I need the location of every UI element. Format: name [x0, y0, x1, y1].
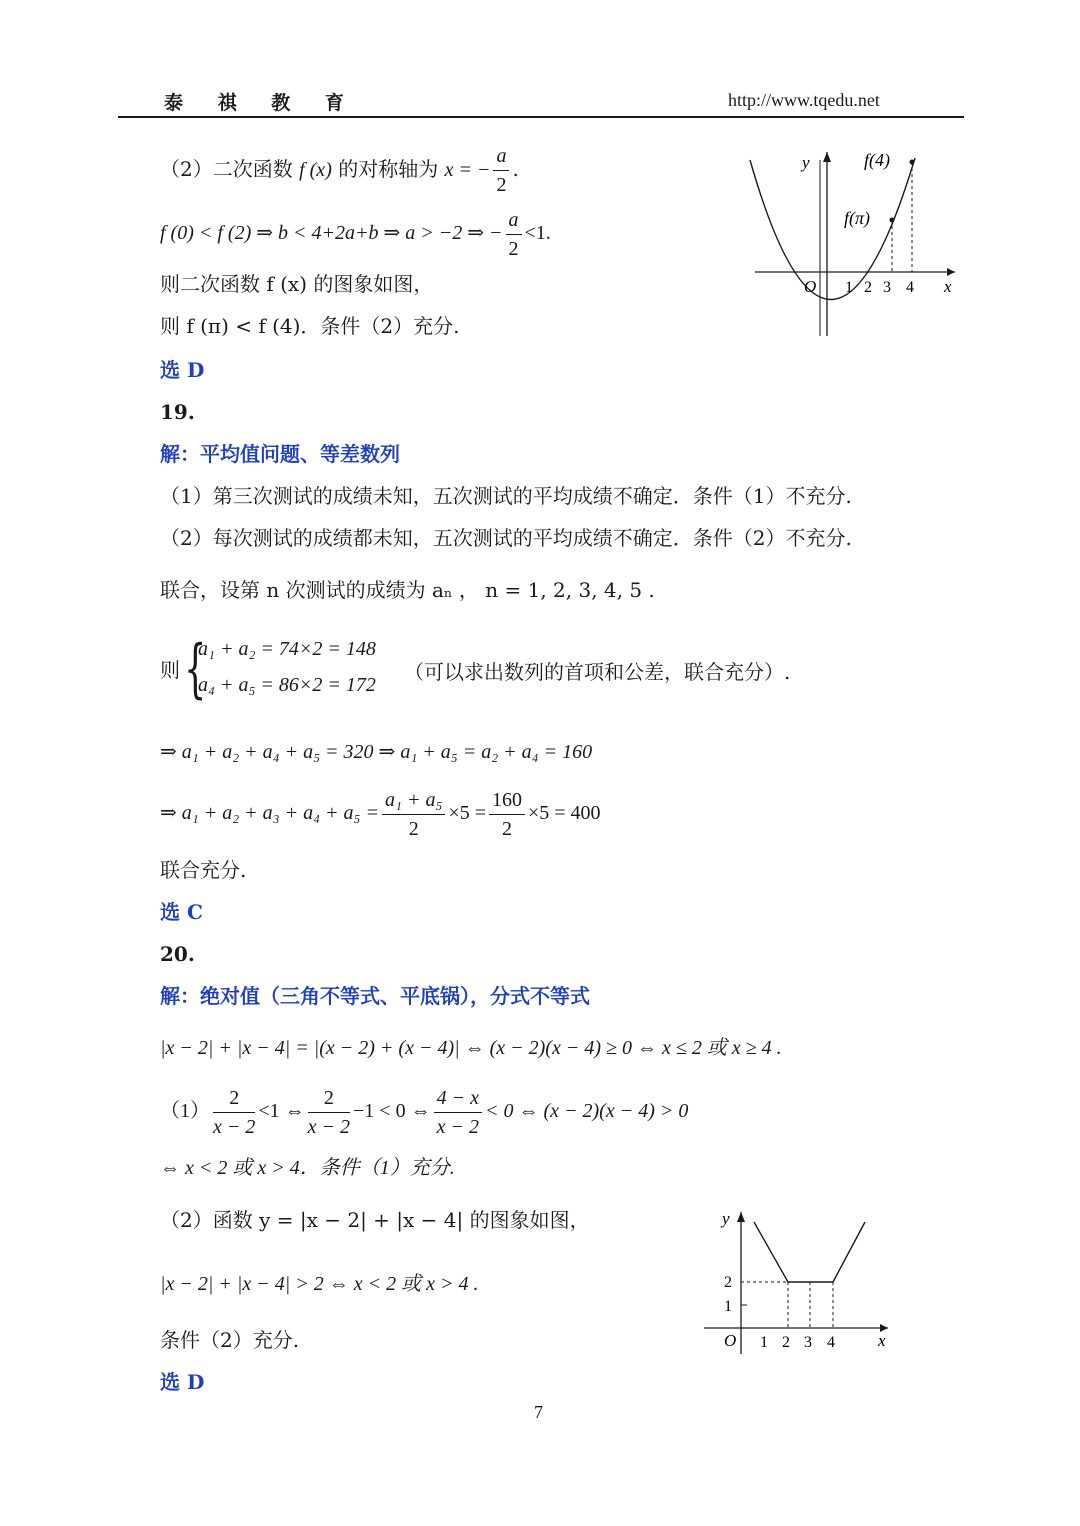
- q20-line-2: [160, 1084, 688, 1144]
- q19-line-2: （2）每次测试的成绩都未知，五次测试的平均成绩不确定．条件（2）不充分.: [160, 526, 852, 550]
- q18-l1-den: 2: [496, 174, 507, 196]
- q20-line-1: |x − 2| + |x − 4| = |(x − 2) + (x − 4)| ⇔ (x − 2)(x − 4) ≥ 0 ⇔ x ≤ 2 或 x ≥ 4 .: [160, 1037, 782, 1059]
- header-rule: [118, 116, 964, 118]
- q18-parabola-graph: [740, 140, 970, 340]
- q18-l1-mid: 的对称轴为: [338, 157, 439, 181]
- q20-l2-p: （1）: [160, 1100, 210, 1123]
- q19-line-4: ⇒ a₁ + a₂ + a₄ + a₅ = 320 ⇒ a₁ + a₅ = a₂ + a₄ = 160: [160, 741, 593, 763]
- q19-system-eq-1: a₁ + a₂ = 74×2 = 148: [198, 638, 376, 660]
- q19-line-3: 联合，设第 n 次测试的成绩为 aₙ ， n = 1, 2, 3, 4, 5 .: [160, 578, 655, 602]
- q20-l2-n3: 4 − x: [434, 1084, 482, 1113]
- q20-number: 20.: [160, 942, 195, 966]
- q20-l2-d3: x − 2: [436, 1116, 479, 1138]
- q20-l2-d2: x − 2: [307, 1116, 351, 1138]
- q20-pan-curve: [754, 1222, 865, 1282]
- q18-l1-end: .: [512, 157, 519, 181]
- header-url[interactable]: http://www.tqedu.net: [728, 90, 880, 110]
- q18-answer: 选 D: [160, 358, 205, 382]
- q20-x-label: x: [878, 1331, 886, 1350]
- q19-answer: 选 C: [160, 900, 203, 924]
- q19-line-5: [160, 786, 601, 846]
- q18-l1-eq: x = −: [444, 159, 491, 181]
- q18-line-4: 则 f (π) < f (4)．条件（2）充分.: [160, 314, 460, 338]
- q20-l2-c: < 0 ⇔ (x − 2)(x − 4) > 0: [484, 1100, 689, 1123]
- q19-system-eq-2: a₄ + a₅ = 86×2 = 172: [198, 674, 376, 696]
- q18-point-pi: [890, 218, 895, 223]
- q18-l2-b: <1.: [524, 222, 551, 245]
- q20-l2-n1: 2: [213, 1084, 255, 1113]
- q19-l5-d1: 2: [408, 818, 419, 840]
- q19-l5-d2: 2: [501, 818, 512, 840]
- q18-l2-a: f (0) < f (2) ⇒ b < 4+2a+b ⇒ a > −2 ⇒ −: [160, 222, 503, 245]
- q18-tick-2: 2: [864, 279, 872, 296]
- q20-l2-a: <1 ⇔: [258, 1100, 305, 1123]
- q20-line-5: |x − 2| + |x − 4| > 2 ⇔ x < 2 或 x > 4 .: [160, 1273, 479, 1295]
- q18-l1-pre: （2）二次函数: [160, 157, 293, 181]
- q20-topic: 解：绝对值（三角不等式、平底锅），分式不等式: [160, 984, 590, 1008]
- q20-line-6: 条件（2）充分.: [160, 1328, 300, 1352]
- q20-tick-3: 3: [804, 1334, 812, 1351]
- q19-l5-n1: a₁ + a₅: [382, 786, 445, 815]
- q19-l5-n2: 160: [489, 786, 525, 815]
- q18-line-2: [160, 206, 551, 263]
- q18-l2-den: 2: [508, 238, 519, 260]
- q20-ytick-1: 1: [724, 1298, 732, 1315]
- q19-l5-b: ×5 =: [448, 802, 486, 825]
- q18-line-1: [160, 142, 519, 202]
- q19-l5-c: ×5 = 400: [527, 802, 601, 825]
- q18-x-label: x: [944, 277, 952, 296]
- q19-topic: 解：平均值问题、等差数列: [160, 442, 400, 466]
- q18-l1-num: a: [493, 142, 509, 171]
- q20-tick-4: 4: [827, 1334, 835, 1351]
- q18-y-arrow-icon: [823, 152, 831, 162]
- q20-line-3: ⇔ x < 2 或 x > 4．条件（1）充分.: [160, 1157, 455, 1179]
- q18-x-arrow-icon: [947, 268, 955, 276]
- q18-origin-label: O: [804, 277, 817, 296]
- q20-ytick-2: 2: [724, 1274, 732, 1291]
- q18-l1-fx: f (x): [299, 159, 332, 181]
- q19-line-6: 联合充分.: [160, 858, 247, 882]
- q18-line-3: 则二次函数 f (x) 的图象如图，: [160, 272, 434, 296]
- q19-line-1: （1）第三次测试的成绩未知，五次测试的平均成绩不确定．条件（1）不充分.: [160, 484, 852, 508]
- q18-tick-3: 3: [883, 279, 891, 296]
- header-brand: 泰 祺 教 育: [164, 92, 358, 114]
- q19-number: 19.: [160, 400, 195, 424]
- q18-tick-1: 1: [845, 279, 853, 296]
- q20-l2-n2: 2: [308, 1084, 350, 1113]
- q20-y-label: y: [722, 1209, 730, 1228]
- q18-fpi-label: f(π): [844, 208, 871, 228]
- q18-l2-num: a: [506, 206, 522, 235]
- q20-answer: 选 D: [160, 1370, 205, 1394]
- q20-tick-2: 2: [782, 1334, 790, 1351]
- q19-note: （可以求出数列的首项和公差，联合充分）.: [404, 660, 791, 684]
- q20-l2-b: −1 < 0 ⇔: [353, 1100, 431, 1123]
- q20-pan-graph: [700, 1204, 900, 1364]
- q20-l2-d1: x − 2: [213, 1116, 256, 1138]
- q20-y-arrow-icon: [737, 1212, 745, 1222]
- q19-l5-a: ⇒ a₁ + a₂ + a₃ + a₄ + a₅ =: [160, 802, 380, 825]
- q19-then: 则: [160, 658, 180, 682]
- q18-y-label: y: [802, 153, 810, 172]
- q20-tick-1: 1: [760, 1334, 768, 1351]
- page-number: 7: [534, 1402, 543, 1422]
- q18-tick-4: 4: [906, 279, 914, 296]
- q20-line-4: （2）函数 y = |x − 2| + |x − 4| 的图象如图，: [160, 1208, 590, 1232]
- q18-point-4: [910, 160, 915, 165]
- q18-f4-label: f(4): [864, 150, 890, 170]
- q20-origin-label: O: [724, 1331, 737, 1350]
- q19-brace: {: [184, 632, 207, 706]
